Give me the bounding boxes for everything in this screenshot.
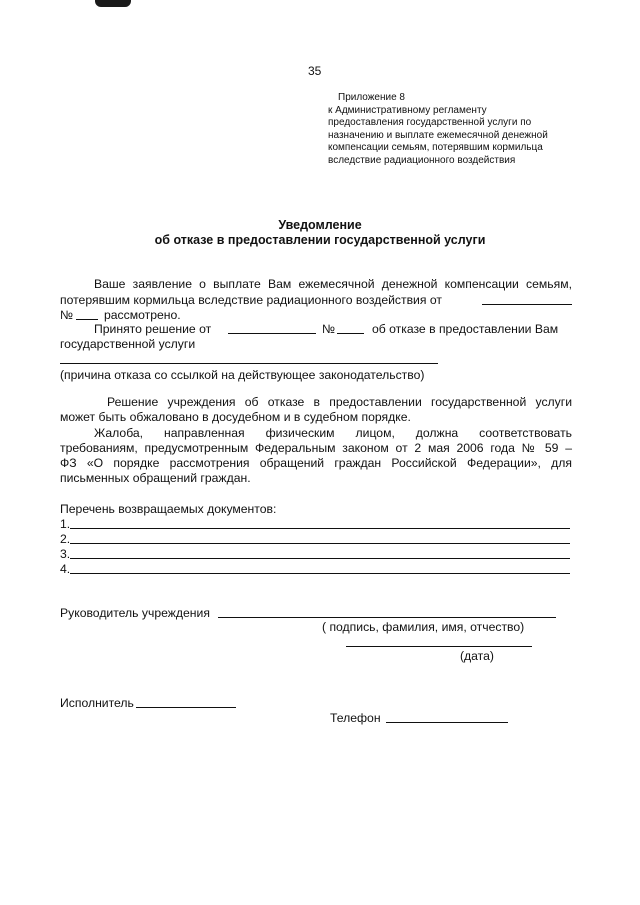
page-number: 35 [308,64,322,78]
documents-item-2: 2. [60,532,71,546]
decision-text: Принято решение от [94,322,212,336]
date-caption: (дата) [460,649,494,663]
paragraph-1-line-2: потерявшим кормильца вследствие радиационного воздействия от [60,293,442,307]
paragraph-4-line-2: требованиям, предусмотренным Федеральным законом от 2 мая 2006 года № 59 – [60,441,572,455]
phone-line [386,722,508,723]
appendix-line: к Административному регламенту [328,104,487,116]
reason-caption: (причина отказа со ссылкой на действующее законодательство) [60,368,425,382]
paragraph-4-line-4: письменных обращений граждан. [60,471,251,485]
head-signature-line [218,617,556,618]
document-title: Уведомление [278,218,362,232]
reason-blank [60,363,438,364]
date-blank [482,304,572,305]
paragraph-4-line-1: Жалоба, направленная физическим лицом, должна соответствовать [94,426,572,440]
paragraph-3-line-1: Решение учреждения об отказе в предоставлении государственной услуги [107,395,572,409]
number-sign: № [60,308,74,322]
scan-artifact [95,0,131,7]
paragraph-3-line-2: может быть обжаловано в досудебном и в судебном порядке. [60,410,411,424]
paragraph-2-line-2: государственной услуги [60,337,196,351]
document-subtitle: об отказе в предоставлении государственной услуги [154,233,486,247]
paragraph-4-line-3: ФЗ «О порядке рассмотрения обращений граждан Российской Федерации», для [60,456,572,470]
decision-number-sign: № [322,322,336,336]
date-line [346,646,532,647]
number-blank [76,319,98,320]
phone-label: Телефон [330,711,381,725]
decision-date-blank [228,333,316,334]
documents-item-1: 1. [60,517,71,531]
executor-line [136,707,236,708]
documents-item-4: 4. [60,562,71,576]
appendix-line: компенсации семьям, потерявшим кормильца [328,142,543,154]
refusal-text: об отказе в предоставлении Вам [372,322,559,336]
appendix-line: назначению и выплате ежемесячной денежной [328,129,548,141]
appendix-line: вследствие радиационного воздействия [328,154,516,166]
documents-line-4 [70,573,570,574]
considered-text: рассмотрено. [104,308,181,322]
paragraph-1-line-1: Ваше заявление о выплате Вам ежемесячной денежной компенсации семьям, [94,277,572,291]
documents-line-2 [70,543,570,544]
executor-label: Исполнитель [60,696,134,710]
appendix-block [328,92,548,168]
decision-number-blank [337,333,364,334]
documents-item-3: 3. [60,547,71,561]
documents-heading: Перечень возвращаемых документов: [60,502,277,516]
head-label: Руководитель учреждения [60,606,210,620]
appendix-line: предоставления государственной услуги по [328,117,532,129]
documents-line-3 [70,558,570,559]
signature-caption: ( подпись, фамилия, имя, отчество) [322,620,525,634]
documents-line-1 [70,528,570,529]
appendix-line: Приложение 8 [338,92,405,103]
